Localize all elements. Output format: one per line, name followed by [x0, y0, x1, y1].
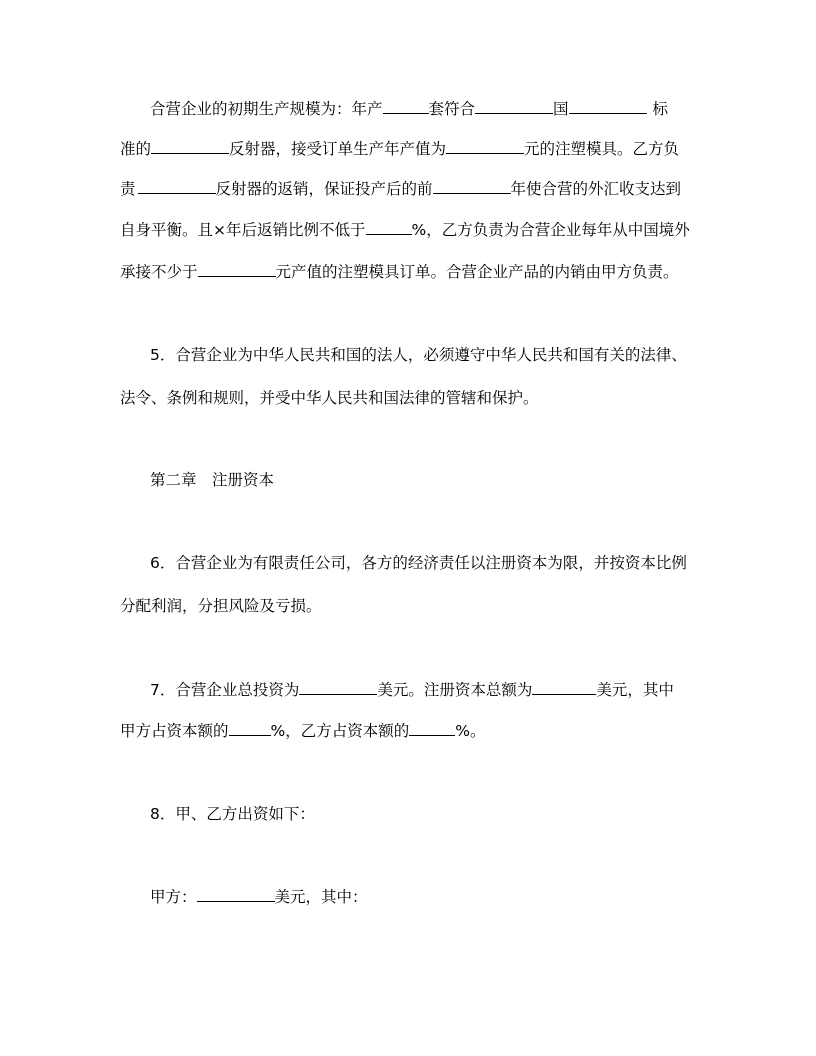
blank-field [299, 679, 377, 695]
chapter-heading: 第二章 注册资本 [150, 471, 275, 489]
article-5-line-2: 法令、条例和规则，并受中华人民共和国法律的管辖和保护。 [120, 389, 539, 407]
text-segment: 元的注塑模具。乙方负 [524, 140, 680, 158]
text-segment: 国 [553, 100, 569, 118]
text-segment: 甲方： [150, 888, 197, 906]
text-segment: %。 [455, 722, 486, 740]
text-segment: 责 [120, 180, 136, 198]
blank-field [138, 178, 216, 194]
blank-field [446, 138, 524, 154]
scale-line-3 [120, 178, 700, 199]
article-8-line-1: 8．甲、乙方出资如下： [150, 805, 315, 823]
blank-field [198, 261, 276, 277]
text-segment: 反射器的返销，保证投产后的前 [215, 180, 433, 198]
text-segment: %，乙方负责为合营企业每年从中国境外 [411, 221, 690, 239]
text-segment: 甲方占资本额的 [120, 722, 229, 740]
text-segment: 合营企业的初期生产规模为：年产 [150, 100, 383, 118]
blank-field [229, 720, 271, 736]
article-6-line-2: 分配利润，分担风险及亏损。 [120, 597, 322, 615]
text-segment: 标 [652, 100, 669, 118]
text-segment: %，乙方占资本额的 [270, 722, 410, 740]
blank-field [433, 178, 511, 194]
text-segment: 美元，其中： [274, 888, 368, 906]
blank-field [383, 98, 429, 114]
blank-field [151, 138, 229, 154]
blank-field [197, 886, 275, 902]
text-segment: 年使合营的外汇收支达到 [510, 180, 682, 198]
text-segment: 反射器，接受订单生产年产值为 [229, 140, 447, 158]
text-segment: 准的 [120, 140, 152, 158]
text-segment: 美元。注册资本总额为 [377, 681, 533, 699]
text-segment: 元产值的注塑模具订单。合营企业产品的内销由甲方负责。 [275, 263, 679, 281]
article-7-line-2 [120, 720, 700, 741]
blank-field [475, 98, 553, 114]
text-segment: 套符合 [428, 100, 476, 118]
scale-line-2 [120, 138, 700, 159]
text-segment: 美元，其中 [596, 681, 674, 699]
text-segment: 承接不少于 [120, 263, 198, 281]
blank-field [366, 219, 412, 235]
scale-line-4 [120, 219, 700, 240]
text-segment: 自身平衡。且×年后返销比例不低于 [120, 221, 366, 239]
blank-field [569, 98, 647, 114]
text-segment: 7．合营企业总投资为 [150, 681, 300, 699]
blank-field [532, 679, 596, 695]
scale-line-1 [150, 98, 700, 119]
article-5-line-1: 5．合营企业为中华人民共和国的法人，必须遵守中华人民共和国有关的法律、 [150, 346, 687, 364]
article-6-line-1: 6．合营企业为有限责任公司，各方的经济责任以注册资本为限，并按资本比例 [150, 554, 687, 572]
scale-line-5 [120, 261, 700, 282]
article-7-line-1 [150, 679, 700, 700]
party-a-line [150, 886, 730, 907]
blank-field [409, 720, 455, 736]
